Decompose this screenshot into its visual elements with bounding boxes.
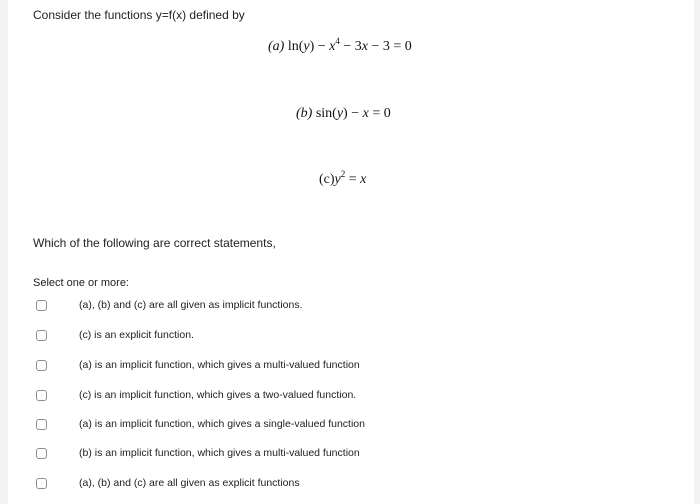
equation-a-x: x bbox=[329, 39, 336, 54]
equation-b-label: (b) bbox=[296, 106, 313, 121]
equation-a-x2: x bbox=[361, 39, 369, 54]
equation-c-y: y bbox=[334, 172, 341, 187]
checkbox-icon[interactable] bbox=[36, 419, 47, 430]
checkbox-icon[interactable] bbox=[36, 448, 47, 459]
option-6[interactable] bbox=[36, 444, 360, 462]
checkbox-icon[interactable] bbox=[36, 390, 47, 401]
equation-a-power: 4 bbox=[335, 36, 340, 46]
option-3-label: (a) is an implicit function, which gives a multi-valued function bbox=[79, 359, 360, 371]
intro-text: Consider the functions y=f(x) defined by bbox=[33, 8, 245, 22]
option-2[interactable] bbox=[36, 326, 194, 344]
equation-a-tail: − 3 = 0 bbox=[368, 39, 412, 54]
equation-a-label: (a) bbox=[268, 39, 285, 54]
option-1-label: (a), (b) and (c) are all given as implicit functions. bbox=[79, 299, 303, 311]
equation-b-sin: sin( bbox=[312, 106, 337, 121]
option-6-label: (b) is an implicit function, which gives a multi-valued function bbox=[79, 447, 360, 459]
option-4-label: (c) is an implicit function, which gives a two-valued function. bbox=[79, 389, 357, 401]
checkbox-icon[interactable] bbox=[36, 330, 47, 341]
option-1[interactable] bbox=[36, 296, 303, 314]
option-5[interactable] bbox=[36, 415, 365, 433]
equation-a-minus: ) − bbox=[309, 39, 330, 54]
left-margin-strip bbox=[0, 0, 8, 504]
option-7-label: (a), (b) and (c) are all given as explicit functions bbox=[79, 477, 300, 489]
equation-b bbox=[296, 106, 391, 122]
checkbox-icon[interactable] bbox=[36, 360, 47, 371]
option-4[interactable] bbox=[36, 386, 356, 404]
equation-b-minus: ) − bbox=[343, 106, 363, 121]
equation-c-power: 2 bbox=[340, 169, 346, 179]
equation-b-tail: = 0 bbox=[368, 106, 391, 121]
select-instruction: Select one or more: bbox=[33, 277, 129, 289]
equation-c-equals: = bbox=[345, 172, 361, 187]
question-text: Which of the following are correct statements, bbox=[33, 236, 276, 250]
equation-b-y: y bbox=[336, 106, 344, 121]
equation-a-rest: − 3 bbox=[339, 39, 362, 54]
equation-a-y: y bbox=[303, 39, 310, 54]
equation-a bbox=[268, 36, 412, 55]
equation-c-label: (c) bbox=[319, 172, 335, 187]
equation-a-ln: ln( bbox=[287, 39, 304, 54]
option-3[interactable] bbox=[36, 356, 360, 374]
option-7[interactable] bbox=[36, 474, 300, 492]
equation-c-x: x bbox=[360, 172, 367, 187]
equation-c bbox=[319, 169, 367, 188]
option-2-label: (c) is an explicit function. bbox=[79, 329, 194, 341]
right-margin-strip bbox=[694, 0, 700, 504]
option-5-label: (a) is an implicit function, which gives a single-valued function bbox=[79, 418, 365, 430]
checkbox-icon[interactable] bbox=[36, 300, 47, 311]
checkbox-icon[interactable] bbox=[36, 478, 47, 489]
equation-b-x: x bbox=[362, 106, 369, 121]
